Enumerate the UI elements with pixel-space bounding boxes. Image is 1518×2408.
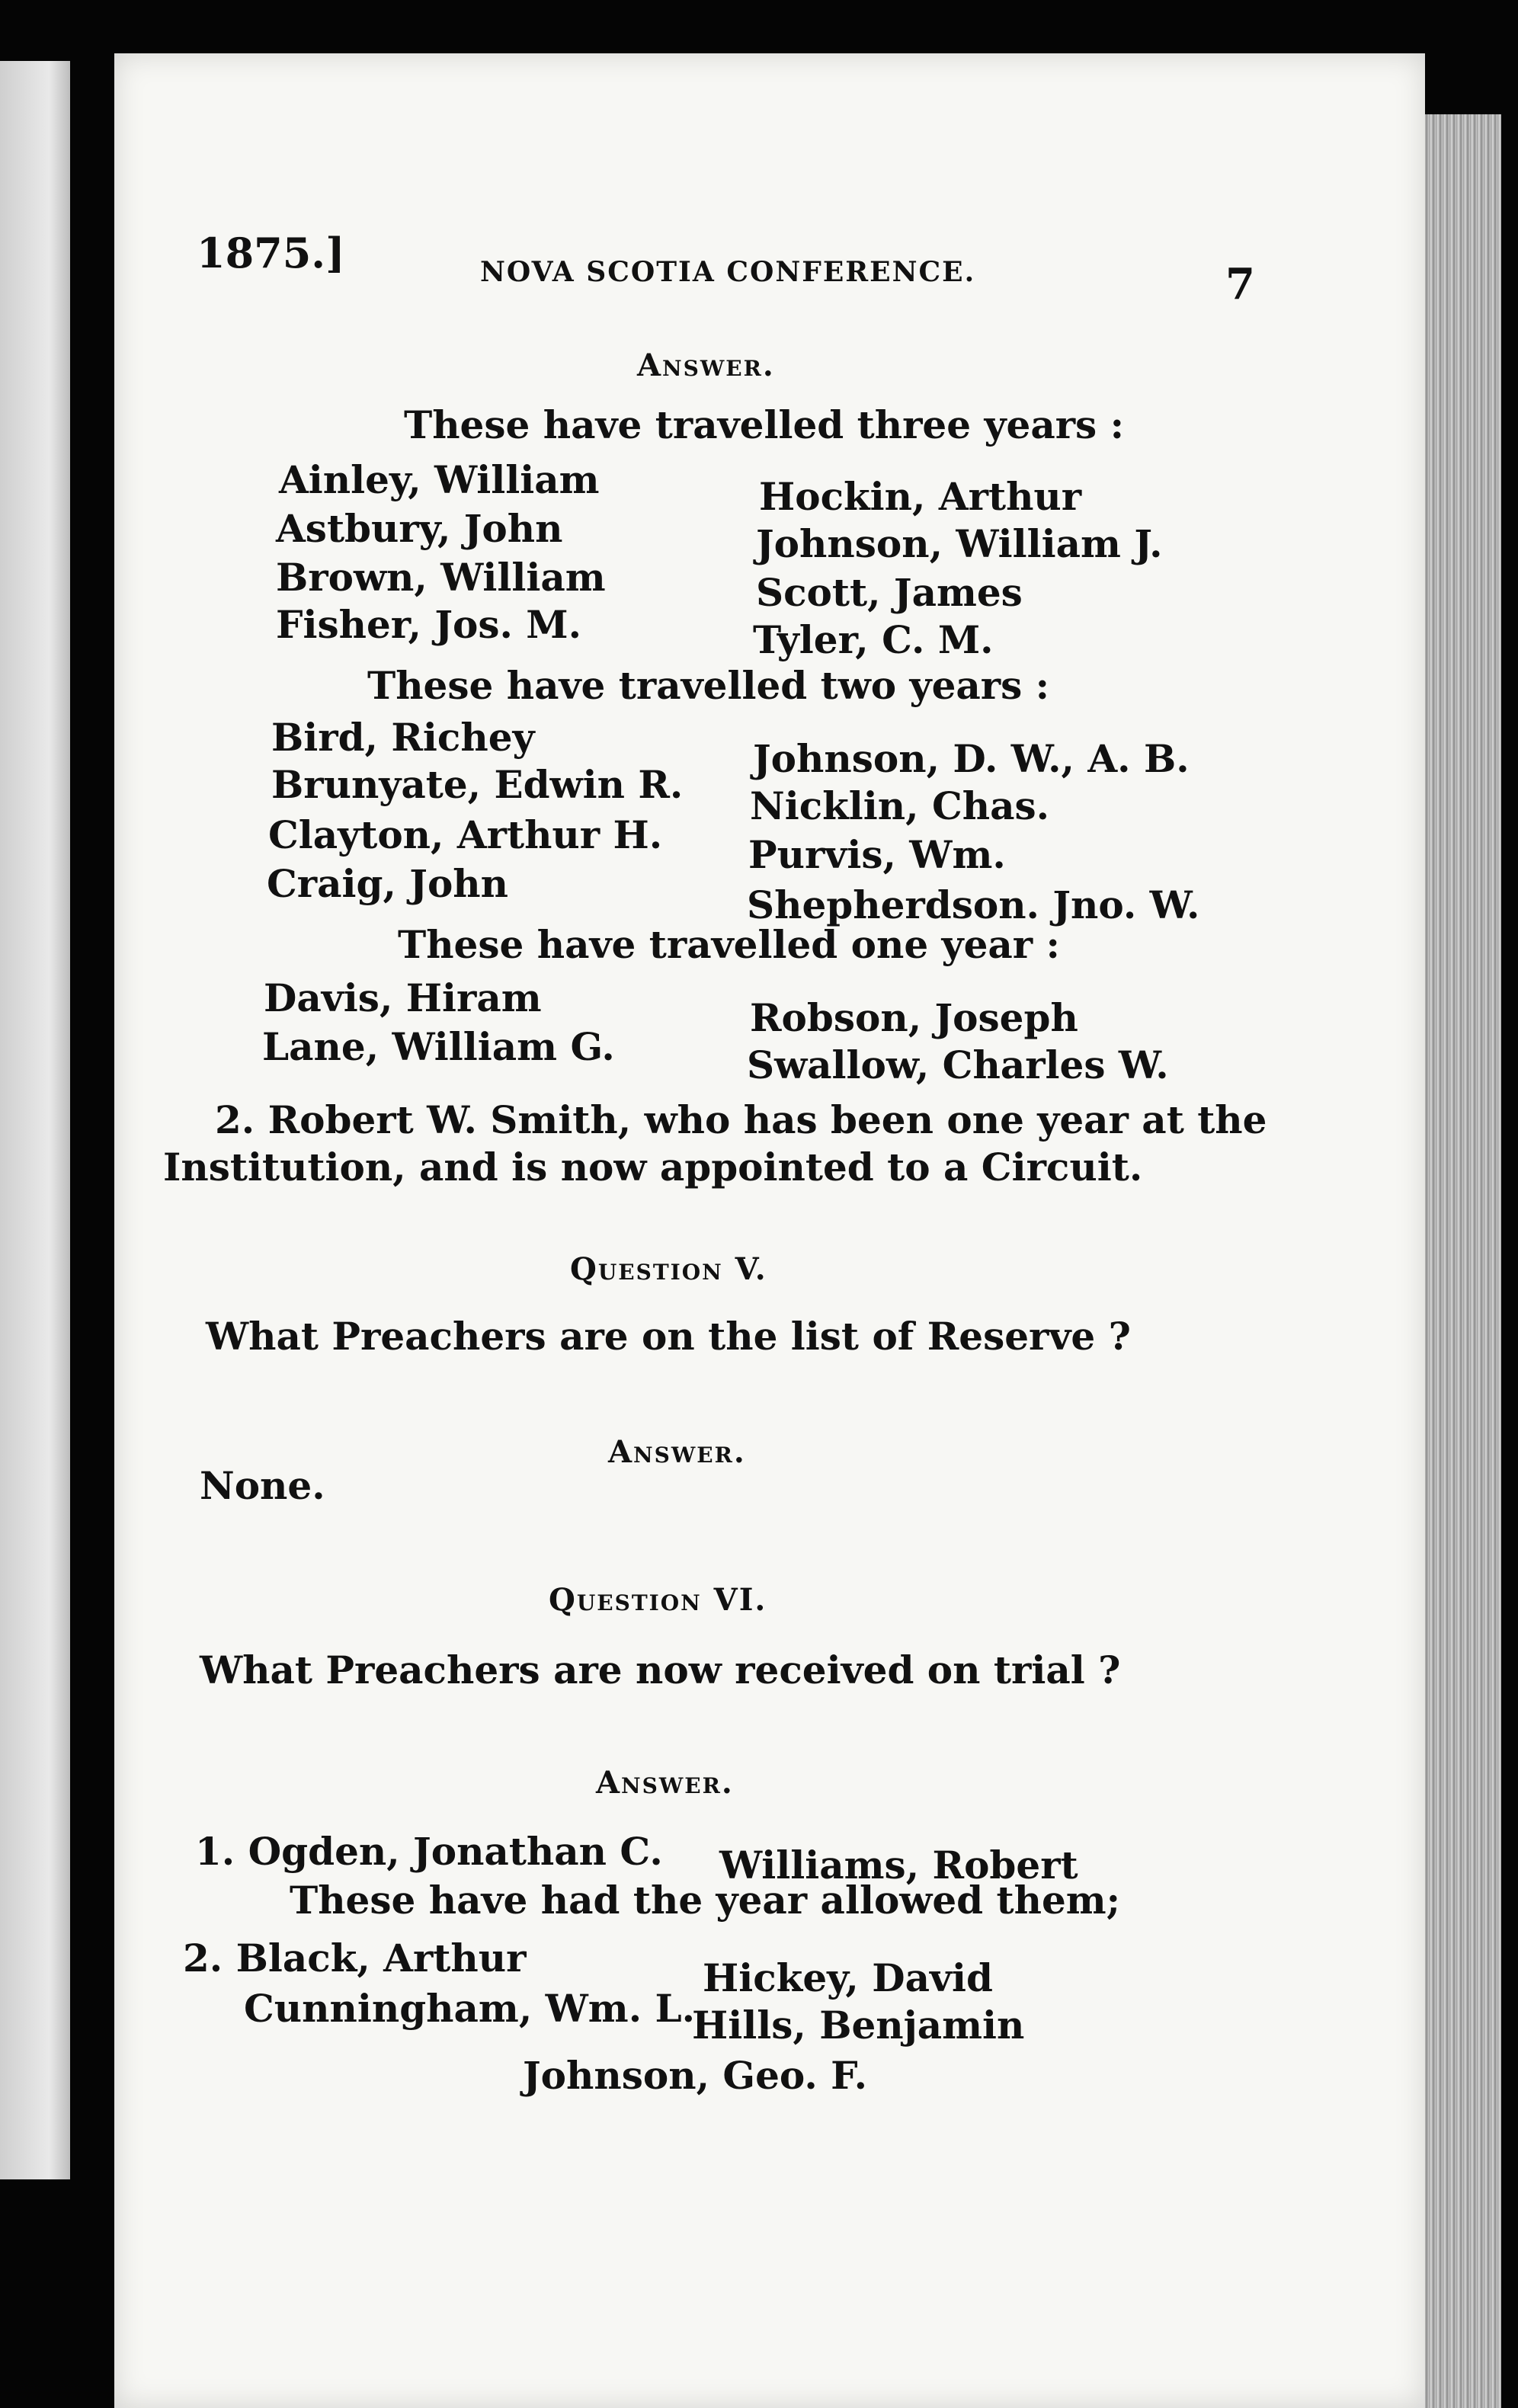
list-item: Lane, William G. bbox=[262, 1024, 615, 1069]
question-6-text: What Preachers are now received on trial ? bbox=[200, 1647, 1121, 1692]
item-2-line-2: Institution, and is now appointed to a Circuit. bbox=[163, 1145, 1143, 1190]
list-item: Fisher, Jos. M. bbox=[276, 602, 582, 647]
list-item: Ainley, William bbox=[279, 457, 600, 502]
list-item: Johnson, D. W., A. B. bbox=[753, 736, 1190, 781]
received-line-1-right: Williams, Robert bbox=[719, 1843, 1078, 1888]
list-item: Tyler, C. M. bbox=[753, 617, 994, 662]
answer-heading-2: Answer. bbox=[608, 1434, 746, 1470]
list-item: Astbury, John bbox=[276, 506, 563, 551]
list-item: Bird, Richey bbox=[271, 715, 535, 760]
received-line-4-right: Hills, Benjamin bbox=[692, 2003, 1025, 2048]
list-item: Shepherdson. Jno. W. bbox=[747, 882, 1200, 927]
list-item: Clayton, Arthur H. bbox=[268, 812, 663, 857]
received-line-2: These have had the year allowed them; bbox=[290, 1878, 1121, 1923]
list-item: Hockin, Arthur bbox=[759, 474, 1082, 519]
list-item: Davis, Hiram bbox=[264, 975, 542, 1020]
header-title: NOVA SCOTIA CONFERENCE. bbox=[480, 256, 976, 288]
group-intro-two-years: These have travelled two years : bbox=[367, 663, 1050, 708]
received-line-4-left: Cunningham, Wm. L. bbox=[244, 1986, 696, 2031]
list-item: Scott, James bbox=[756, 570, 1023, 615]
answer-heading-1: Answer. bbox=[637, 347, 775, 383]
list-item: Swallow, Charles W. bbox=[747, 1042, 1169, 1087]
answer-heading-3: Answer. bbox=[596, 1765, 734, 1801]
question-5-answer: None. bbox=[200, 1463, 325, 1508]
group-intro-three-years: These have travelled three years : bbox=[404, 402, 1125, 447]
group-intro-one-year: These have travelled one year : bbox=[398, 922, 1061, 967]
question-6-heading: Question VI. bbox=[549, 1582, 767, 1618]
list-item: Robson, Joseph bbox=[750, 995, 1078, 1040]
question-5-heading: Question V. bbox=[570, 1251, 767, 1287]
received-line-3-right: Hickey, David bbox=[703, 1955, 993, 2000]
list-item: Nicklin, Chas. bbox=[750, 783, 1050, 828]
header-year: 1875.] bbox=[197, 229, 345, 277]
list-item: Brunyate, Edwin R. bbox=[271, 762, 684, 807]
facing-page-edge bbox=[0, 61, 70, 2179]
received-line-1-left: 1. Ogden, Jonathan C. bbox=[195, 1829, 663, 1874]
list-item: Brown, William bbox=[276, 555, 606, 600]
question-5-text: What Preachers are on the list of Reserve ? bbox=[206, 1314, 1131, 1359]
received-line-3-left: 2. Black, Arthur bbox=[183, 1936, 527, 1981]
list-item: Johnson, William J. bbox=[756, 521, 1163, 566]
item-2-line-1: 2. Robert W. Smith, who has been one year at the bbox=[215, 1097, 1267, 1142]
list-item: Purvis, Wm. bbox=[748, 832, 1006, 877]
received-line-5: Johnson, Geo. F. bbox=[523, 2053, 868, 2098]
page-number: 7 bbox=[1225, 259, 1255, 309]
list-item: Craig, John bbox=[267, 861, 509, 906]
